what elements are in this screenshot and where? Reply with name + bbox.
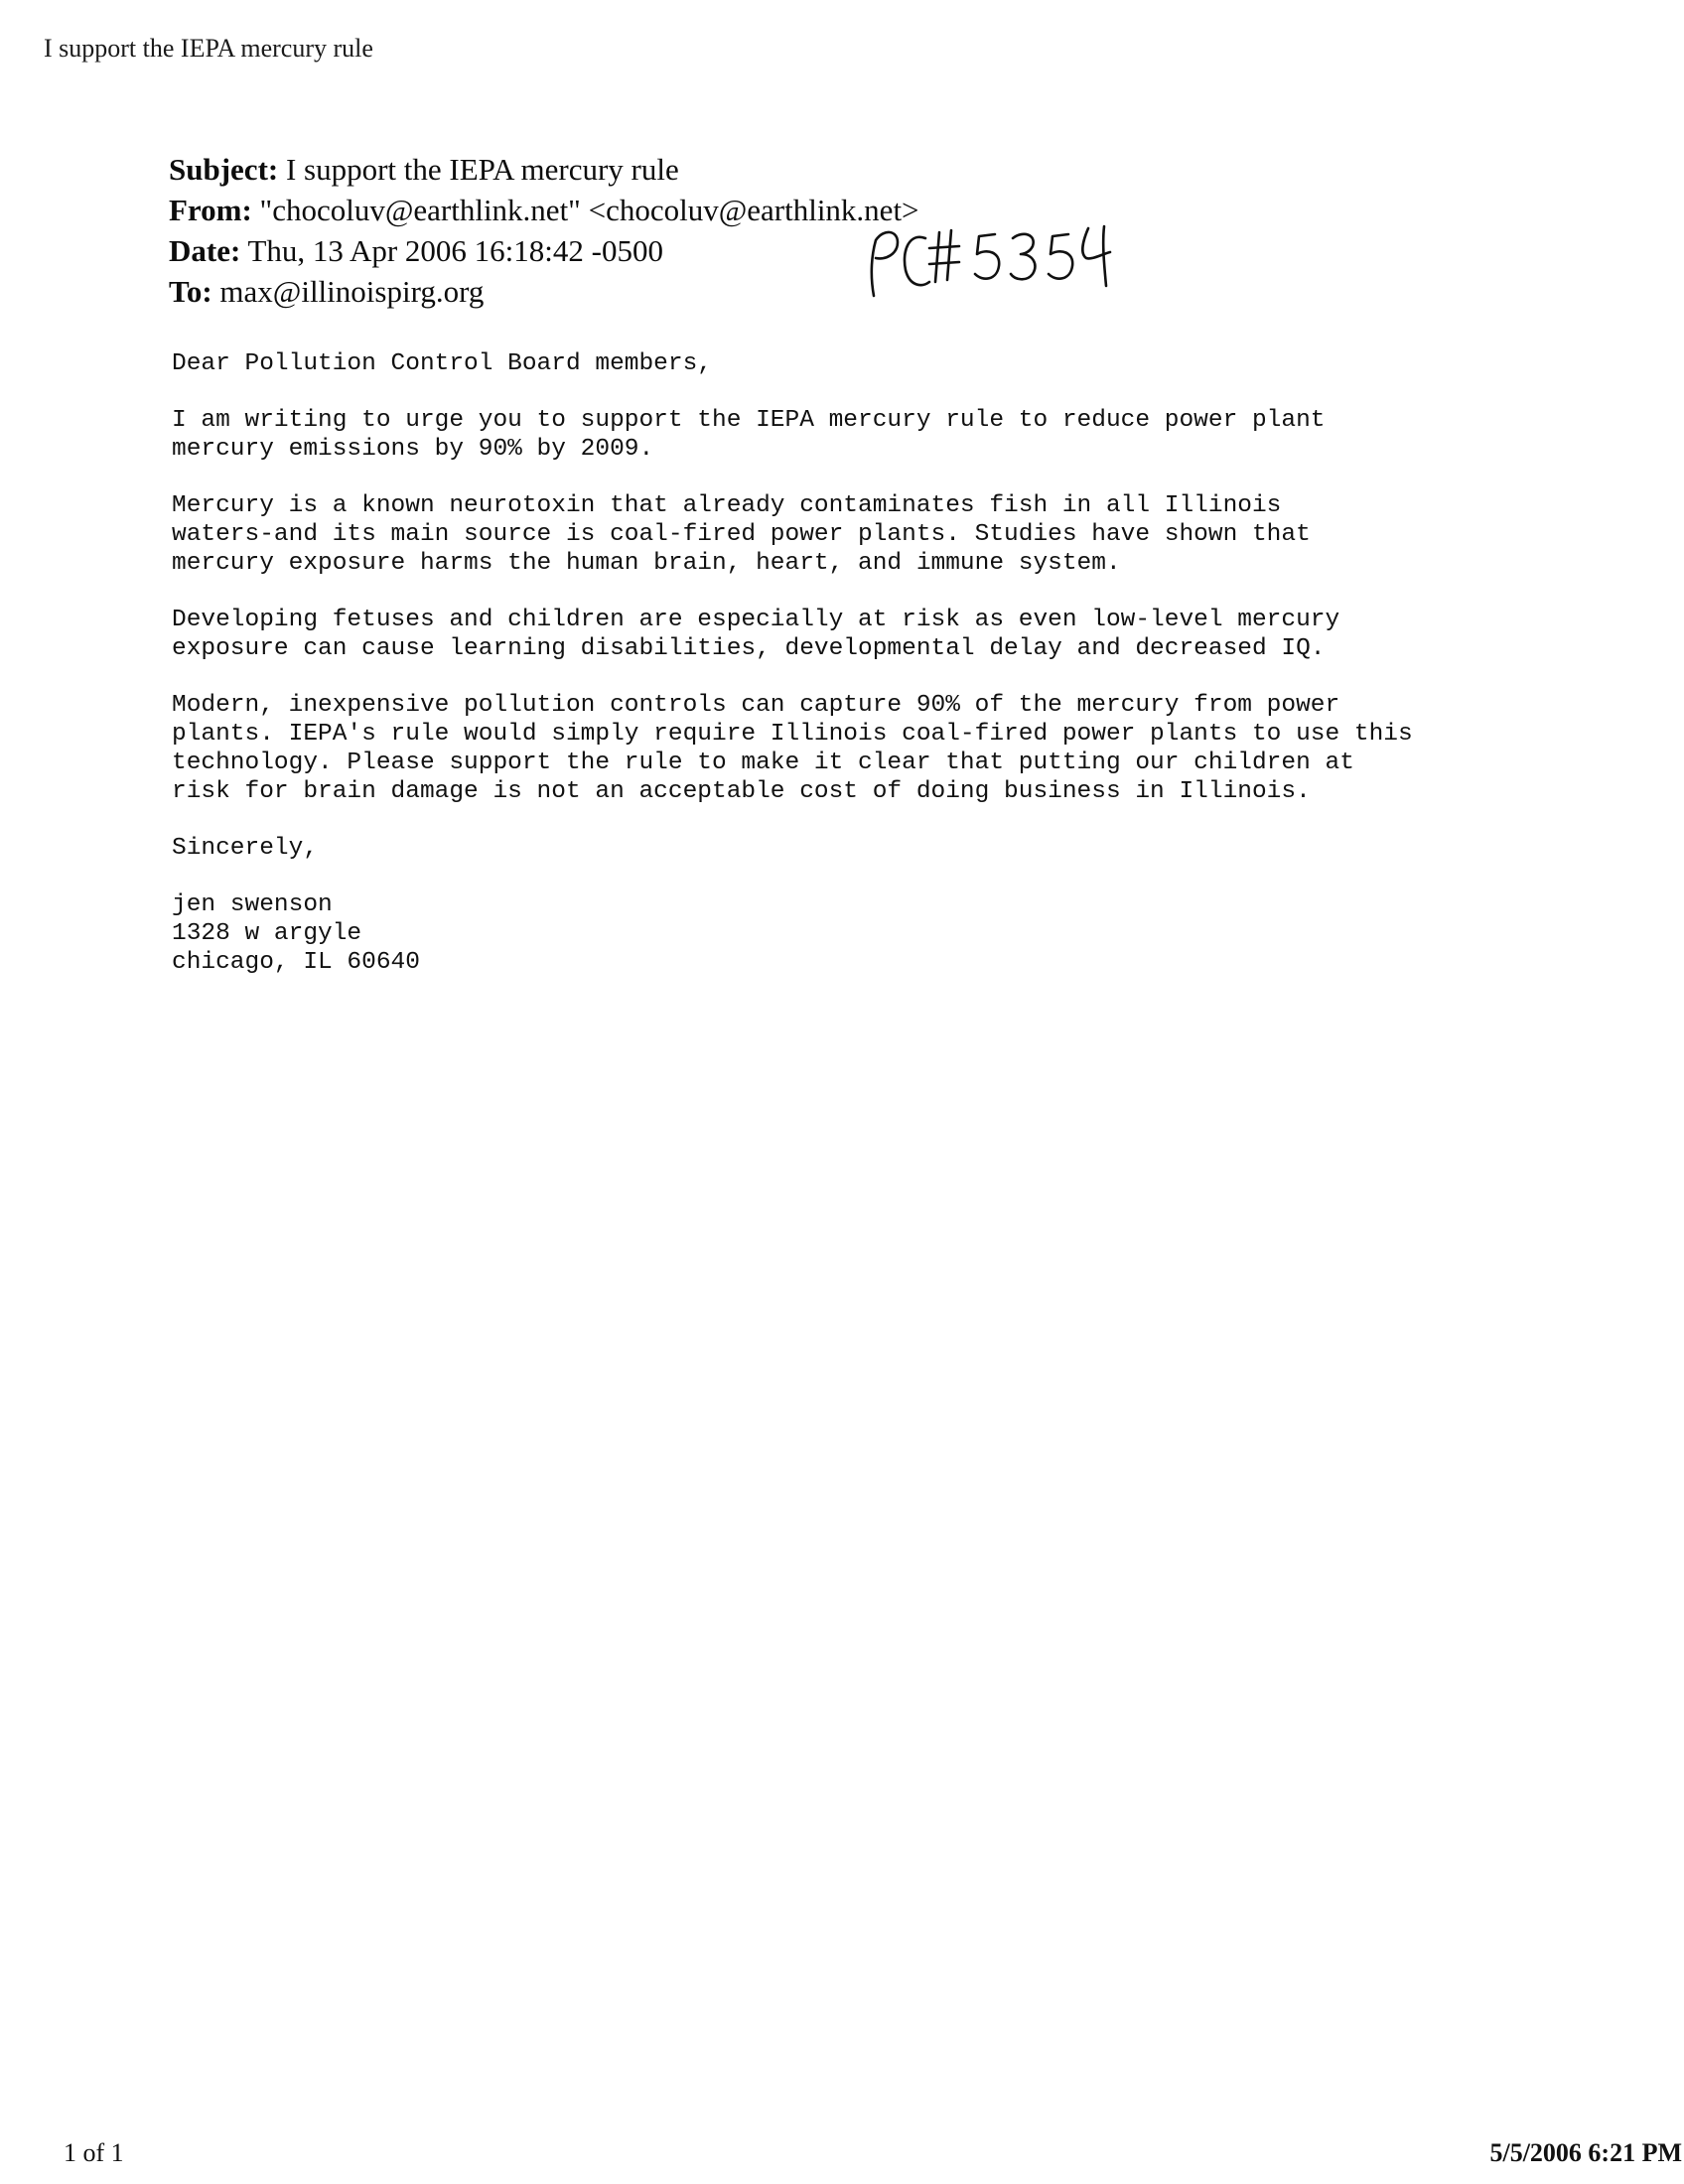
page-number: 1 of 1 (64, 2138, 124, 2167)
to-value: max@illinoispirg.org (219, 274, 485, 309)
subject-row (169, 149, 919, 190)
to-label: To: (169, 274, 212, 309)
page-header: I support the IEPA mercury rule (44, 34, 373, 63)
signature-name: jen swenson (172, 891, 333, 918)
date-value: Thu, 13 Apr 2006 16:18:42 -0500 (247, 233, 663, 268)
body-paragraph-2: Mercury is a known neurotoxin that already contaminates fish in all Illinois waters-and its main source is coal-fired power plants. Studies have shown that mercury exposure harms the human brain, heart, and immune system. (172, 492, 1311, 577)
body-paragraph-4: Modern, inexpensive pollution controls can capture 90% of the mercury from power plants. IEPA's rule would simply require Illinois coal-fired power plants to use this technology. Please support the rule to make it clear that putting our children at risk for brain damage is not an acceptable cost of doing business in Illinois. (172, 692, 1413, 805)
from-row (169, 190, 919, 230)
body-paragraph-1: I am writing to urge you to support the IEPA mercury rule to reduce power plant mercury emissions by 90% by 2009. (172, 407, 1326, 463)
body-paragraph-3: Developing fetuses and children are especially at risk as even low-level mercury exposure can cause learning disabilities, developmental delay and decreased IQ. (172, 607, 1340, 662)
from-value: "chocoluv@earthlink.net" <chocoluv@earthlink.net> (259, 193, 919, 227)
from-label: From: (169, 193, 252, 227)
signature-street: 1328 w argyle (172, 920, 362, 947)
signature-city: chicago, IL 60640 (172, 949, 420, 976)
subject-label: Subject: (169, 152, 279, 187)
handwritten-pc-number (864, 224, 1122, 334)
subject-value: I support the IEPA mercury rule (285, 152, 679, 187)
greeting: Dear Pollution Control Board members, (172, 350, 712, 377)
handwritten-annotation (864, 224, 1122, 334)
signature-block (172, 890, 1562, 977)
date-label: Date: (169, 233, 241, 268)
email-headers (169, 149, 919, 312)
date-row (169, 230, 919, 271)
email-body (172, 349, 1562, 977)
to-row (169, 271, 919, 312)
print-timestamp: 5/5/2006 6:21 PM (1489, 2138, 1682, 2167)
closing: Sincerely, (172, 835, 319, 862)
